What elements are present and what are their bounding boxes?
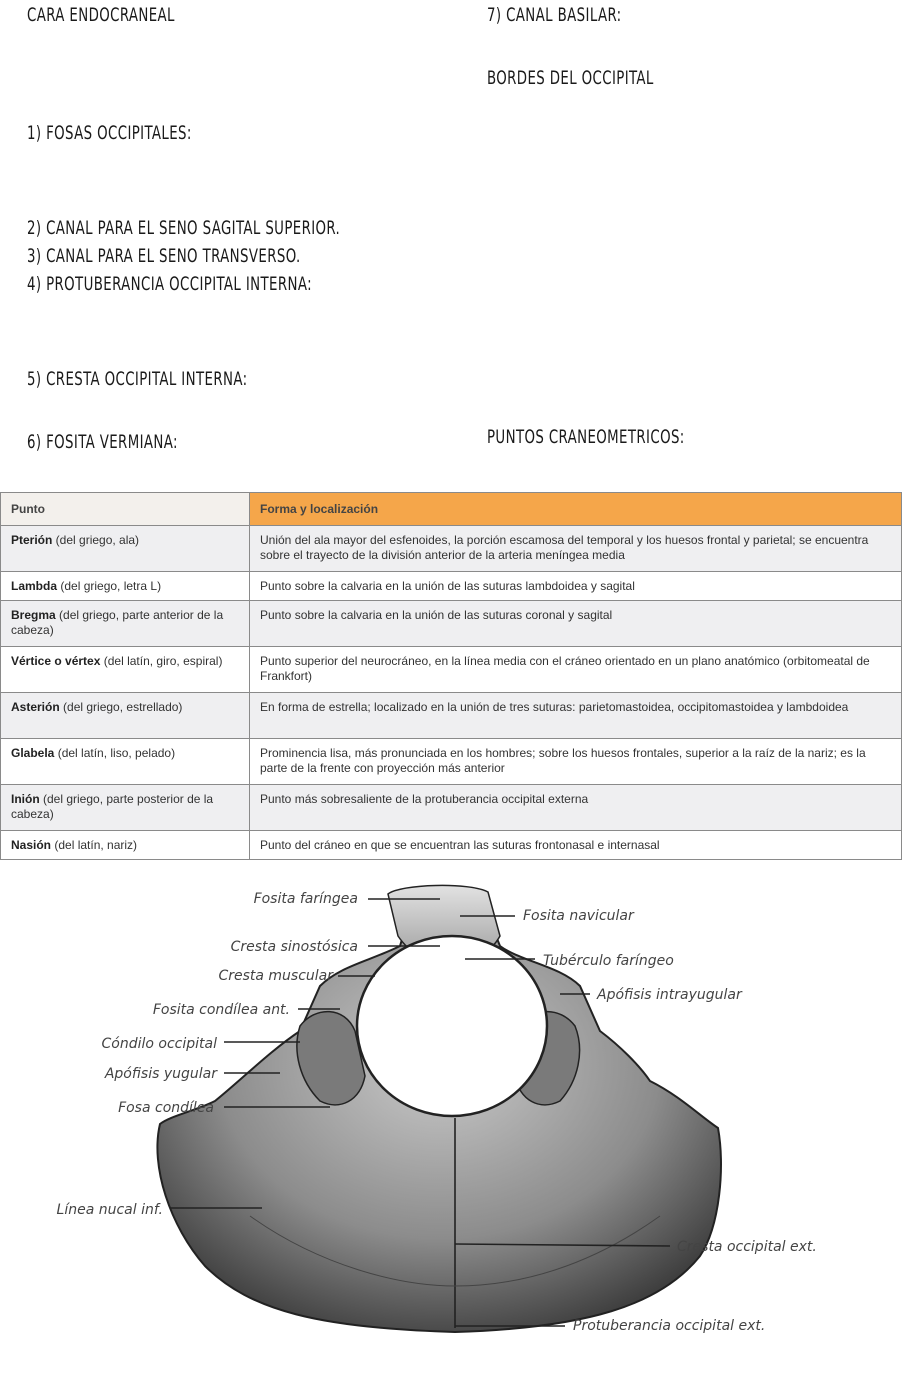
- table-row: [1, 647, 902, 693]
- point-term: Asterión: [11, 700, 60, 714]
- point-origin: (del latín, liso, pelado): [54, 746, 176, 760]
- table-row: [1, 831, 902, 860]
- table-row: [1, 739, 902, 785]
- point-origin: (del latín, nariz): [51, 838, 138, 852]
- foramen-magnum: [357, 936, 547, 1116]
- description-cell: Unión del ala mayor del esfenoides, la porción escamosa del temporal y los huesos frontal y parietal; se encuentra sobre el trayecto de la división anterior de la arteria meníngea media: [250, 526, 902, 572]
- label-apofisis-yugular: Apófisis yugular: [104, 1066, 217, 1082]
- header-punto: Punto: [1, 493, 250, 526]
- craniometric-points-table: [0, 492, 902, 860]
- point-term: Glabela: [11, 746, 55, 760]
- point-cell: [1, 601, 250, 647]
- point-origin: (del griego, parte posterior de la cabeza): [11, 792, 214, 821]
- table-row: [1, 785, 902, 831]
- description-cell: En forma de estrella; localizado en la unión de tres suturas: parietomastoidea, occipitomastoidea y lambdoidea: [250, 693, 902, 739]
- table-row: [1, 572, 902, 601]
- point-cell: [1, 739, 250, 785]
- point-term: Vértice o vértex: [11, 654, 101, 668]
- label-tuberculo-faringeo: Tubérculo faríngeo: [543, 953, 674, 969]
- description-cell: Punto más sobresaliente de la protuberancia occipital externa: [250, 785, 902, 831]
- point-cell: [1, 647, 250, 693]
- description-cell: Punto sobre la calvaria en la unión de las suturas coronal y sagital: [250, 601, 902, 647]
- point-cell: [1, 831, 250, 860]
- description-cell: Punto sobre la calvaria en la unión de las suturas lambdoidea y sagital: [250, 572, 902, 601]
- point-origin: (del griego, parte anterior de la cabeza): [11, 608, 224, 637]
- note-bordes-occipital: BORDES DEL OCCIPITAL: [487, 67, 654, 89]
- description-cell: Prominencia lisa, más pronunciada en los hombres; sobre los huesos frontales, superior a la raíz de la nariz; es la parte de la frente con proyección más anterior: [250, 739, 902, 785]
- description-cell: Punto superior del neurocráneo, en la línea media con el cráneo orientado en un plano anatómico (orbitomeatal de Frankfort): [250, 647, 902, 693]
- note-canal-transverso: 3) CANAL PARA EL SENO TRANSVERSO.: [27, 245, 301, 267]
- label-apofisis-intrayugular: Apófisis intrayugular: [597, 987, 742, 1003]
- point-cell: [1, 526, 250, 572]
- note-protuberancia-interna: 4) PROTUBERANCIA OCCIPITAL INTERNA:: [27, 273, 313, 295]
- label-cresta-occipital-ext: Cresta occipital ext.: [677, 1239, 817, 1255]
- label-cresta-muscular: Cresta muscular: [218, 968, 333, 984]
- note-cara-endocraneal: CARA ENDOCRANEAL: [27, 4, 175, 26]
- occipital-bone-figure: [0, 866, 904, 1366]
- table-row: [1, 693, 902, 739]
- point-term: Lambda: [11, 579, 58, 593]
- note-canal-sagital: 2) CANAL PARA EL SENO SAGITAL SUPERIOR.: [27, 217, 341, 239]
- point-origin: (del griego, ala): [52, 533, 140, 547]
- point-origin: (del latín, giro, espiral): [100, 654, 223, 668]
- point-cell: [1, 693, 250, 739]
- label-cresta-sinostosica: Cresta sinostósica: [230, 939, 358, 955]
- note-fosita-vermiana: 6) FOSITA VERMIANA:: [27, 431, 178, 453]
- point-origin: (del griego, letra L): [57, 579, 162, 593]
- point-term: Bregma: [11, 608, 56, 622]
- point-term: Nasión: [11, 838, 52, 852]
- point-cell: [1, 785, 250, 831]
- description-cell: Punto del cráneo en que se encuentran las suturas frontonasal e internasal: [250, 831, 902, 860]
- note-puntos-craneometricos: PUNTOS CRANEOMETRICOS:: [487, 426, 685, 448]
- label-fosita-faringea: Fosita faríngea: [253, 891, 358, 907]
- label-protuberancia-occipital-ext: Protuberancia occipital ext.: [573, 1318, 766, 1334]
- table-header-row: [1, 493, 902, 526]
- label-fosa-condilea: Fosa condílea: [118, 1100, 214, 1116]
- label-fosita-navicular: Fosita navicular: [523, 908, 634, 924]
- table-row: [1, 526, 902, 572]
- note-cresta-interna: 5) CRESTA OCCIPITAL INTERNA:: [27, 368, 248, 390]
- note-fosas-occipitales: 1) FOSAS OCCIPITALES:: [27, 122, 192, 144]
- label-linea-nucal-inf: Línea nucal inf.: [56, 1202, 163, 1218]
- label-fosita-condilea-ant: Fosita condílea ant.: [152, 1002, 290, 1018]
- point-origin: (del griego, estrellado): [59, 700, 183, 714]
- note-canal-basilar: 7) CANAL BASILAR:: [487, 4, 622, 26]
- point-cell: [1, 572, 250, 601]
- point-term: Inión: [11, 792, 40, 806]
- label-condilo-occipital: Cóndilo occipital: [101, 1036, 217, 1052]
- table-row: [1, 601, 902, 647]
- header-forma-localizacion: Forma y localización: [250, 493, 902, 526]
- point-term: Pterión: [11, 533, 53, 547]
